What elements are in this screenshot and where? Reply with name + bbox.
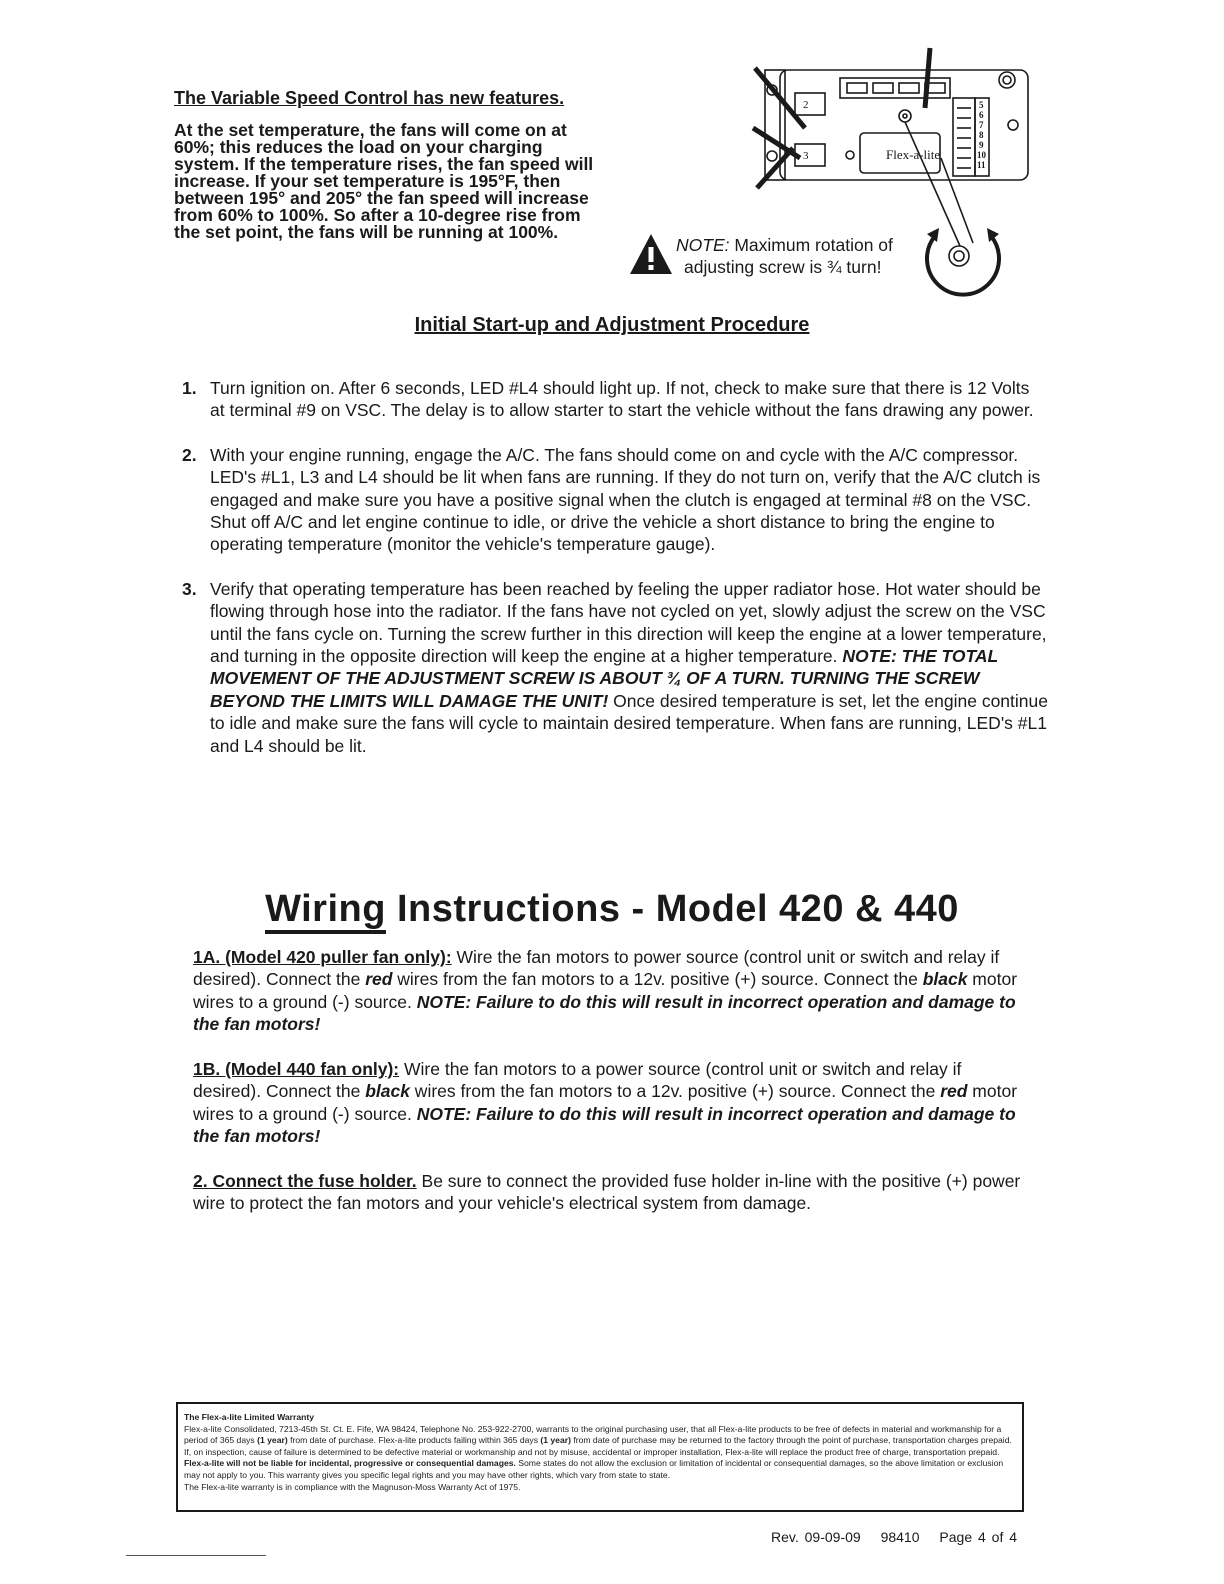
wire-color-red: red	[365, 969, 393, 990]
note-line-1: Maximum rotation of	[734, 235, 893, 255]
paragraph-note: NOTE: Failure to do this will result in incorrect operation and damage to the fan motors!	[193, 1103, 1016, 1147]
wiring-paragraph-1a	[193, 946, 1033, 1036]
vsc-heading: The Variable Speed Control has new features.	[174, 88, 565, 108]
terminal-label: 2	[803, 99, 809, 111]
procedure-step	[178, 377, 1048, 422]
step-number: 3.	[182, 578, 197, 599]
procedure-title: Initial Start-up and Adjustment Procedure	[414, 314, 810, 336]
warning-icon	[628, 232, 674, 276]
terminal-label: 6	[979, 110, 984, 120]
note-label: NOTE:	[676, 235, 730, 255]
warranty-text: Flex-a-lite Consolidated, 7213-45th St. Ct. E. Fife, WA 98424, Telephone No. 253-922-2700, warrants to the original purchasing user, that all Flex-a-lite products to be free of defects in material and workmanship for a period of 365 days	[184, 1423, 1002, 1446]
revision: Rev. 09-09-09	[771, 1529, 861, 1545]
warranty-box	[176, 1402, 1024, 1512]
terminal-label: 9	[979, 140, 984, 150]
paragraph-text: motor wires to a ground (-) source.	[193, 1081, 1018, 1124]
step-number: 1.	[182, 378, 197, 398]
step-warning: NOTE: THE TOTAL MOVEMENT OF THE ADJUSTMENT SCREW IS ABOUT ¾ OF A TURN. TURNING THE SCREW BEYOND THE LIMITS WILL DAMAGE THE UNIT!	[210, 646, 998, 711]
diagram-brand: Flex-a-lite	[886, 147, 941, 162]
paragraph-text: wires from the fan motors to a 12v. positive (+) source. Connect the	[409, 1081, 941, 1102]
warranty-text: from date of purchase. Flex-a-lite products failing within 365 days	[287, 1435, 541, 1446]
step-text: Turn ignition on. After 6 seconds, LED #L4 should light up. If not, check to make sure that there is 12 Volts at terminal #9 on VSC. The delay is to allow starter to start the vehicle without the fans drawing any power.	[210, 378, 1034, 421]
footer-rule	[126, 1555, 266, 1556]
step-text: With your engine running, engage the A/C. The fans should come on and cycle with the A/C compressor. LED's #L1, L3 and L4 should be lit when fans are running. If they do not turn on, verify that the A/C clutch is engaged and make sure you have a positive signal when the clutch is engaged at terminal #8 on the VSC. Shut off A/C and let engine continue to idle, or drive the vehicle a short distance to bring the engine to operating temperature (monitor the vehicle's temperature gauge).	[210, 444, 1041, 555]
warranty-bold: (1 year)	[540, 1435, 571, 1446]
paragraph-text: Wire the fan motors to power source (control unit or switch and relay if desired). Connect the	[193, 947, 1000, 990]
page-number: Page 4 of 4	[939, 1529, 1018, 1545]
warranty-compliance: The Flex-a-lite warranty is in compliance with the Magnuson-Moss Warranty Act of 1975.	[184, 1481, 521, 1492]
procedure-step	[178, 444, 1048, 556]
paragraph-lead: 2. Connect the fuse holder.	[193, 1171, 417, 1191]
paragraph-text: Be sure to connect the provided fuse holder in-line with the positive (+) power wire to protect the fan motors and your vehicle's electrical system from damage.	[193, 1171, 1021, 1214]
step-number: 2.	[182, 444, 197, 465]
warranty-text: from date of purchase may be returned to the factory through the point of purchase, transportation charges prepaid. If, on inspection, cause of failure is determined to be defective material or workmanship and not by misuse, accidental or improper installation, Flex-a-lite will replace the product free of charge, transportation prepaid.	[184, 1435, 1012, 1457]
paragraph-text: Wire the fan motors to a power source (control unit or switch and relay if desired). Connect the	[193, 1059, 962, 1102]
page-footer	[771, 1529, 1017, 1545]
procedure-step	[178, 578, 1048, 757]
note-text	[676, 234, 926, 278]
step-text-continued: Once desired temperature is set, let the engine continue to idle and make sure the fans will cycle to maintain desired temperature. When fans are running, LED's #L1 and L4 should be lit.	[210, 690, 1048, 756]
paragraph-note: NOTE: Failure to do this will result in incorrect operation and damage to the fan motors!	[193, 991, 1016, 1035]
step-text: Verify that operating temperature has been reached by feeling the upper radiator hose. Hot water should be flowing through hose into the radiator. If the fans have not cycled on yet, slowly adjust the screw on the VSC until the fans cycle on. Turning the screw further in this direction will keep the engine at a lower temperature, and turning in the opposite direction will keep the engine at a higher temperature.	[210, 578, 1047, 667]
paragraph-lead: 1B. (Model 440 fan only):	[193, 1059, 400, 1079]
warranty-bold: Flex-a-lite will not be liable for incidental, progressive or consequential damages.	[184, 1458, 516, 1469]
terminal-label: 5	[979, 100, 984, 110]
warranty-bold: (1 year)	[257, 1435, 288, 1446]
vsc-body: At the set temperature, the fans will come on at 60%; this reduces the load on your charging system. If the temperature rises, the fan speed will increase. If your set temperature is 195°F, then between 195° and 205° the fan speed will increase from 60% to 100%. So after a 10-degree rise from the set point, the fans will be running at 100%.	[174, 120, 594, 242]
terminal-label: 3	[803, 150, 809, 162]
wiring-title-rest: Instructions - Model 420 & 440	[385, 888, 959, 930]
paragraph-text: wires from the fan motors to a 12v. positive (+) source. Connect the	[392, 969, 923, 990]
wire-color-red: red	[940, 1081, 968, 1102]
warranty-text: Some states do not allow the exclusion or limitation of incidental or consequential damages, so the above limitation or exclusion may not apply to you. This warranty gives you specific legal rights and you may have other rights, which vary from state to state.	[184, 1458, 1004, 1480]
wire-color-black: black	[922, 969, 968, 990]
terminal-label: 11	[977, 160, 986, 170]
terminal-label: 7	[979, 120, 984, 130]
wiring-title	[0, 888, 1224, 931]
wire-color-black: black	[365, 1081, 410, 1102]
procedure-steps	[178, 377, 1048, 779]
wiring-paragraph-1b	[193, 1058, 1033, 1148]
terminal-label: 8	[979, 130, 984, 140]
part-number: 98410	[880, 1529, 920, 1545]
terminal-label: 10	[977, 150, 986, 160]
wiring-paragraph-2	[193, 1170, 1033, 1215]
paragraph-text: motor wires to a ground (-) source.	[193, 969, 1018, 1012]
warranty-title: The Flex-a-lite Limited Warranty	[184, 1412, 315, 1422]
paragraph-lead: 1A. (Model 420 puller fan only):	[193, 947, 452, 967]
wiring-title-underlined: Wiring	[265, 888, 386, 934]
note-line-2: adjusting screw is ¾ turn!	[684, 257, 882, 277]
